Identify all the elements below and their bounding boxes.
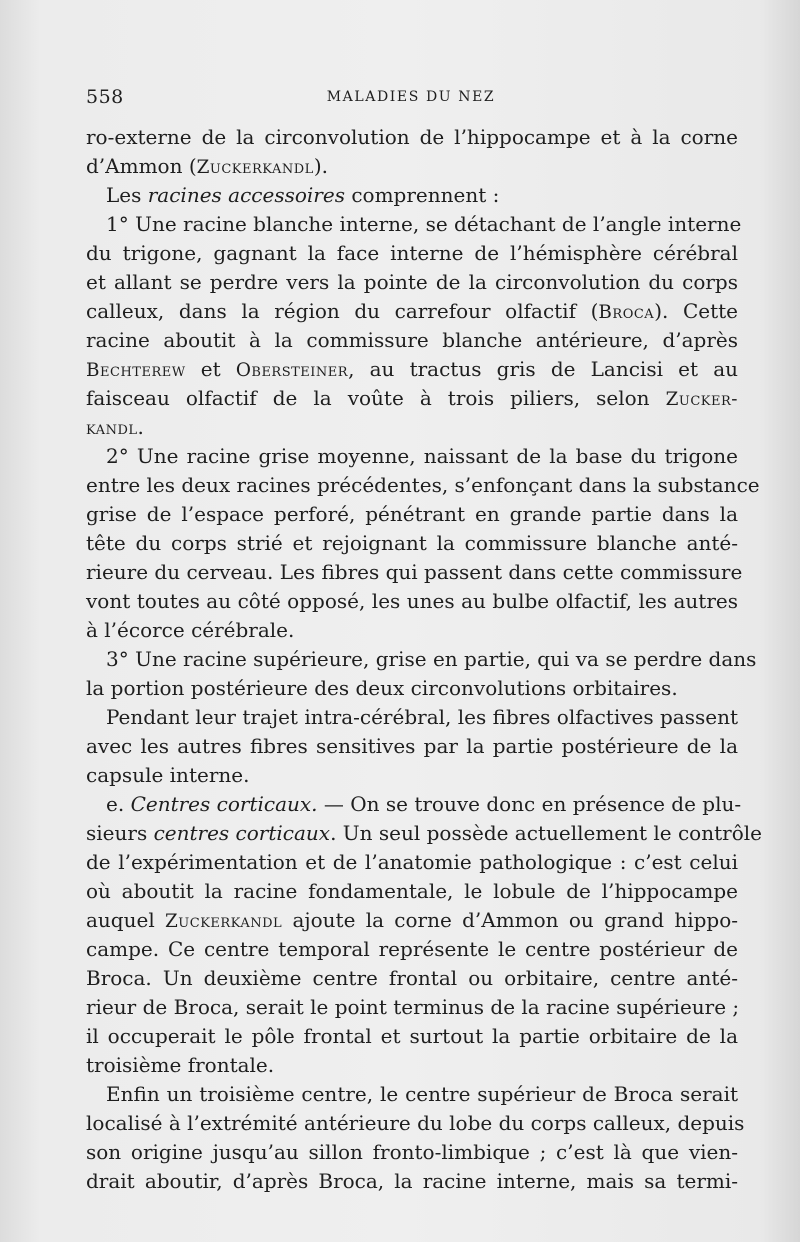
- text-run: Les: [106, 183, 148, 207]
- text-run: — On se trouve donc en présence de plu-: [317, 792, 742, 816]
- text-run: rieure du cerveau. Les fibres qui passent dans cette commissure: [86, 560, 743, 584]
- text-line: [86, 442, 738, 471]
- text-line: [86, 268, 738, 297]
- text-run: comprennent :: [344, 183, 500, 207]
- text-run: rieur de Broca, serait le point terminus de la racine supérieure ;: [86, 995, 740, 1019]
- text-line: [86, 239, 738, 268]
- text-line: [86, 558, 743, 587]
- text-line: [86, 1022, 738, 1051]
- text-line: [86, 1167, 738, 1196]
- text-run: ).: [313, 154, 328, 178]
- text-line: [86, 529, 738, 558]
- text-line: [86, 210, 742, 239]
- text-run: racine aboutit à la commissure blanche antérieure, d’après: [86, 328, 738, 352]
- body-text: [86, 123, 762, 1196]
- text-run: tête du corps strié et rejoignant la commissure blanche anté-: [86, 531, 738, 555]
- text-line: [86, 819, 762, 848]
- text-run: ajoute la corne d’Ammon ou grand hippo-: [282, 908, 739, 932]
- italic-text: racines accessoires: [147, 183, 345, 207]
- text-run: faisceau olfactif de la voûte à trois piliers, selon: [86, 386, 666, 410]
- text-line: [86, 384, 738, 413]
- page-number: 558: [86, 86, 124, 108]
- text-run: , au tractus gris de Lancisi et au: [348, 357, 738, 381]
- text-run: où aboutit la racine fondamentale, le lobule de l’hippocampe: [86, 879, 738, 903]
- small-caps-name: Obersteiner: [235, 360, 349, 381]
- text-run: la portion postérieure des deux circonvolutions orbitaires.: [86, 676, 678, 700]
- text-run: grise de l’espace perforé, pénétrant en grande partie dans la: [86, 502, 738, 526]
- text-line: [86, 848, 738, 877]
- text-run: son origine jusqu’au sillon fronto-limbique ; c’est là que vien-: [86, 1140, 738, 1164]
- text-line: [86, 935, 738, 964]
- text-line: [86, 964, 738, 993]
- text-line: [86, 471, 760, 500]
- text-run: ro-externe de la circonvolution de l’hippocampe et à la corne: [86, 125, 738, 149]
- text-line: [86, 790, 742, 819]
- text-line: [86, 1138, 738, 1167]
- text-line: [86, 732, 738, 761]
- text-run: auquel: [86, 908, 166, 932]
- text-run: campe. Ce centre temporal représente le centre postérieur de: [86, 937, 738, 961]
- small-caps-name: kandl: [86, 418, 138, 439]
- text-run: Pendant leur trajet intra-cérébral, les fibres olfactives passent: [106, 705, 738, 729]
- text-line: [86, 1109, 745, 1138]
- page-header: [86, 86, 736, 110]
- small-caps-name: Zucker-: [665, 389, 738, 410]
- text-run: 3° Une racine supérieure, grise en partie, qui va se perdre dans: [106, 647, 757, 671]
- text-line: [86, 152, 738, 181]
- text-line: [86, 1051, 738, 1080]
- text-run: . Un seul possède actuellement le contrôle: [330, 821, 762, 845]
- text-line: [86, 616, 738, 645]
- text-run: avec les autres fibres sensitives par la partie postérieure de la: [86, 734, 738, 758]
- text-line: [86, 181, 738, 210]
- small-caps-name: Zuckerkandl: [165, 911, 283, 932]
- text-run: du trigone, gagnant la face interne de l’hémisphère cérébral: [86, 241, 738, 265]
- text-run: de l’expérimentation et de l’anatomie pathologique : c’est celui: [86, 850, 738, 874]
- text-run: ). Cette: [654, 299, 738, 323]
- text-run: capsule interne.: [86, 763, 250, 787]
- text-line: [86, 587, 738, 616]
- text-run: drait aboutir, d’après Broca, la racine interne, mais sa termi-: [86, 1169, 738, 1193]
- text-line: [86, 906, 738, 935]
- text-line: [86, 703, 738, 732]
- text-line: [86, 1080, 738, 1109]
- text-run: entre les deux racines précédentes, s’enfonçant dans la substance: [86, 473, 760, 497]
- text-line: [86, 500, 738, 529]
- text-line: [86, 674, 738, 703]
- text-line: [86, 877, 738, 906]
- small-caps-name: Broca: [598, 302, 655, 323]
- text-run: et allant se perdre vers la pointe de la circonvolution du corps: [86, 270, 738, 294]
- small-caps-name: Bechterew: [86, 360, 186, 381]
- text-run: vont toutes au côté opposé, les unes au bulbe olfactif, les autres: [86, 589, 738, 613]
- text-run: sieurs: [86, 821, 154, 845]
- italic-text: Centres corticaux.: [130, 792, 318, 816]
- text-run: Enfin un troisième centre, le centre supérieur de Broca serait: [106, 1082, 738, 1106]
- text-line: [86, 645, 757, 674]
- text-run: et: [185, 357, 236, 381]
- text-run: 1° Une racine blanche interne, se détachant de l’angle interne: [106, 212, 742, 236]
- text-run: 2° Une racine grise moyenne, naissant de la base du trigone: [106, 444, 738, 468]
- text-line: [86, 123, 738, 152]
- text-line: [86, 297, 738, 326]
- text-run: d’Ammon (: [86, 154, 197, 178]
- text-run: calleux, dans la région du carrefour olfactif (: [86, 299, 599, 323]
- text-run: localisé à l’extrémité antérieure du lobe du corps calleux, depuis: [86, 1111, 745, 1135]
- text-run: à l’écorce cérébrale.: [86, 618, 295, 642]
- text-run: troisième frontale.: [86, 1053, 275, 1077]
- text-run: Broca. Un deuxième centre frontal ou orbitaire, centre anté-: [86, 966, 738, 990]
- text-run: e.: [106, 792, 131, 816]
- text-run: il occuperait le pôle frontal et surtout la partie orbitaire de la: [86, 1024, 738, 1048]
- small-caps-name: Zuckerkandl: [196, 157, 314, 178]
- running-title: MALADIES DU NEZ: [326, 89, 496, 105]
- text-line: [86, 761, 738, 790]
- italic-text: centres corticaux: [153, 821, 331, 845]
- text-run: .: [137, 415, 144, 439]
- text-line: [86, 355, 738, 384]
- text-line: [86, 326, 738, 355]
- text-line: [86, 413, 738, 442]
- text-line: [86, 993, 738, 1022]
